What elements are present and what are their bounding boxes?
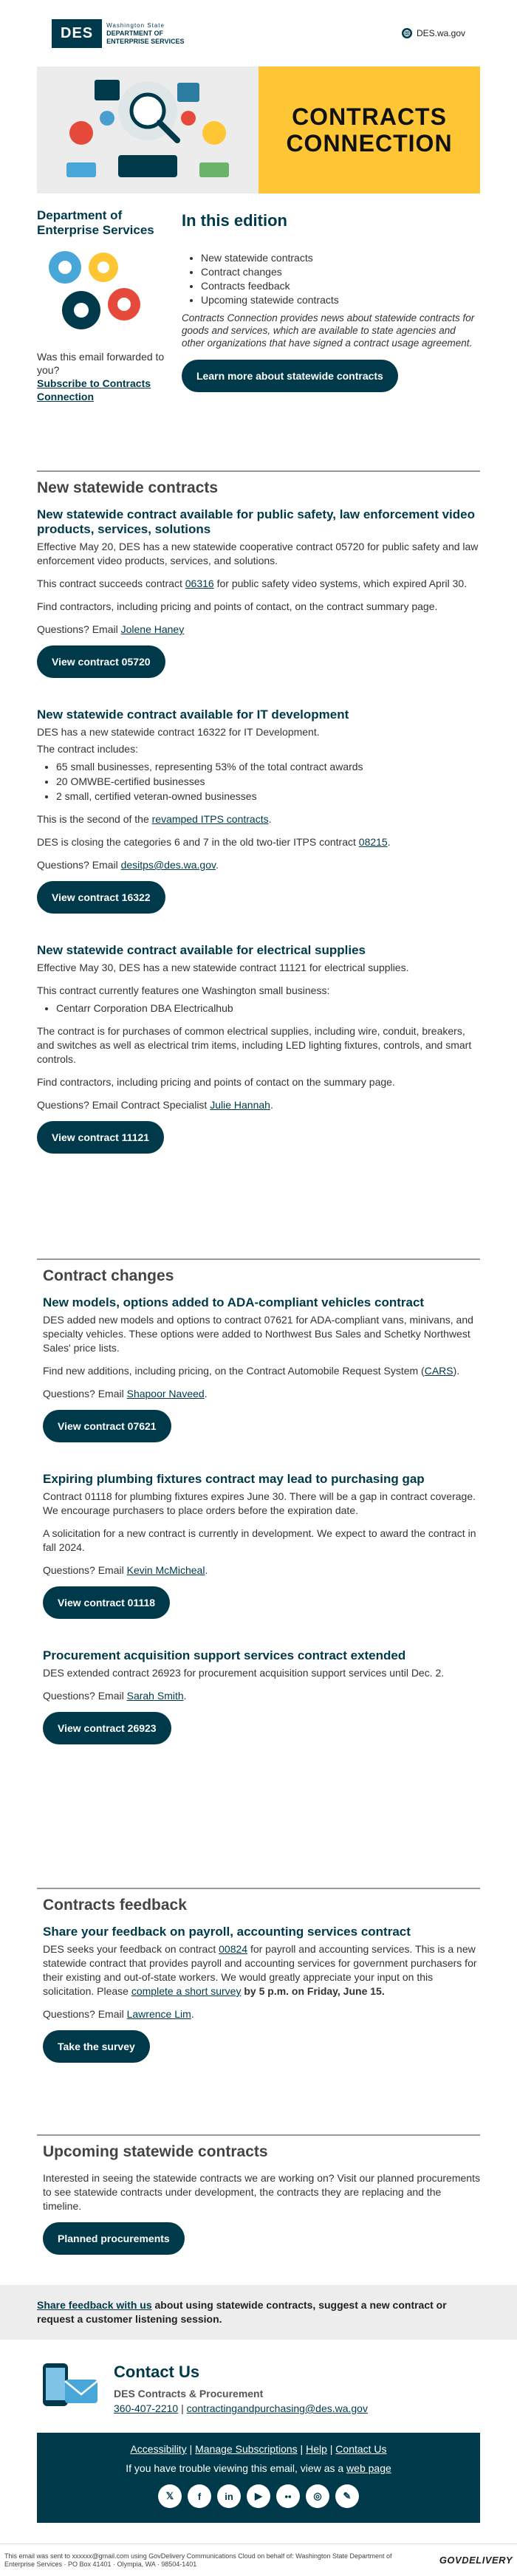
paragraph: The contract is for purchases of common electrical supplies, including wire, conduit, breakers, and switches as well as electrical trim items, including LED lighting fixtures, controls, and smart controls. [37, 1025, 472, 1065]
revamped-itps-link[interactable]: revamped ITPS contracts [151, 813, 269, 825]
article-26923 [43, 1648, 480, 1744]
article-title: New statewide contract available for public safety, law enforcement video products, services, solutions [37, 507, 475, 536]
contract-changes-section [37, 1267, 480, 1888]
list-item: • Upcoming statewide contracts [201, 293, 480, 307]
des-logo[interactable] [52, 19, 185, 48]
hero-title-line2: CONNECTION [286, 130, 453, 157]
hero-title [258, 66, 480, 193]
view-contract-11121-button[interactable]: View contract 11121 [37, 1121, 164, 1154]
questions-line: Questions? Email Shapoor Naveed. [43, 1388, 208, 1400]
section-title: Contract changes [43, 1267, 174, 1284]
email-desitps-link[interactable]: desitps@des.wa.gov [120, 859, 216, 871]
paragraph: A solicitation for a new contract is currently in development. We expect to award the contract in fall 2024. [43, 1527, 476, 1553]
list-item: • 20 OMWBE-certified businesses [56, 774, 480, 789]
article-title: Procurement acquisition support services contract extended [43, 1648, 406, 1662]
divider [37, 1888, 480, 1889]
social-links [37, 2484, 480, 2508]
article-11121 [37, 943, 480, 1154]
globe-icon [402, 28, 412, 38]
contact-org: DES Contracts & Procurement [114, 2388, 264, 2399]
intro-description: Contracts Connection provides news about statewide contracts for goods and services, which are available to state agencies and other organizations that have signed a contract usage agreement. [182, 312, 475, 349]
phone-link[interactable]: 360-407-2210 [114, 2402, 179, 2414]
questions-line: Questions? Email Lawrence Lim. [43, 2008, 194, 2020]
take-survey-button[interactable]: Take the survey [43, 2030, 150, 2063]
email-shapoor-link[interactable]: Shapoor Naveed [126, 1388, 205, 1400]
article-05720 [37, 507, 480, 678]
short-survey-link[interactable]: complete a short survey [131, 1985, 242, 1997]
article-title: Expiring plumbing fixtures contract may lead to purchasing gap [43, 1472, 425, 1486]
twitter-icon[interactable]: 𝕏 [158, 2484, 182, 2508]
contact-section [37, 2340, 480, 2433]
view-contract-01118-button[interactable]: View contract 01118 [43, 1586, 170, 1619]
instagram-icon[interactable]: ◎ [306, 2484, 329, 2508]
hero-illustration [37, 66, 258, 193]
dept-name: Department of Enterprise Services [37, 208, 154, 237]
contract-06316-link[interactable]: 06316 [185, 578, 214, 589]
edition-list [201, 251, 480, 307]
article-16322 [37, 708, 480, 914]
accessibility-link[interactable]: Accessibility [130, 2443, 187, 2455]
email-header [37, 0, 480, 66]
share-feedback-bar: Share feedback with us about using statewide contracts, suggest a new contract or request a customer listening session. [0, 2285, 517, 2340]
questions-line: Questions? Email Kevin McMicheal. [43, 1564, 208, 1576]
new-contracts-section [37, 479, 480, 1258]
govdelivery-logo[interactable]: GOVDELIVERY [439, 2555, 513, 2566]
manage-subscriptions-link[interactable]: Manage Subscriptions [195, 2443, 298, 2455]
questions-line: Questions? Email Jolene Haney [37, 623, 185, 635]
hero-title-line1: CONTRACTS [292, 103, 447, 130]
view-contract-16322-button[interactable]: View contract 16322 [37, 881, 165, 914]
email-footer [37, 2433, 480, 2523]
section-title: Contracts feedback [43, 1897, 187, 1914]
list-item: • Contract changes [201, 265, 480, 279]
paragraph: This is the second of the revamped ITPS contracts. [37, 813, 272, 825]
email-jolene-link[interactable]: Jolene Haney [120, 623, 185, 635]
logo-line1: DEPARTMENT OF [106, 29, 163, 37]
article-01118 [43, 1472, 480, 1619]
list-item: • 2 small, certified veteran-owned businesses [56, 789, 480, 804]
hero-banner [37, 66, 480, 193]
paragraph: This contract succeeds contract 06316 for public safety video systems, which expired April 30. [37, 578, 468, 589]
footer-links: Accessibility | Manage Subscriptions | Help | Contact Us [130, 2443, 387, 2455]
questions-line: Questions? Email Sarah Smith. [43, 1690, 187, 1702]
email-link[interactable]: contractingandpurchasing@des.wa.gov [186, 2402, 368, 2414]
questions-line: Questions? Email Contract Specialist Julie Hannah. [37, 1099, 273, 1111]
contract-00824-link[interactable]: 00824 [219, 1943, 248, 1955]
contract-08215-link[interactable]: 08215 [358, 836, 388, 848]
logo-state: Washington State [106, 21, 165, 29]
view-contract-26923-button[interactable]: View contract 26923 [43, 1712, 171, 1744]
view-contract-05720-button[interactable]: View contract 05720 [37, 645, 165, 678]
contact-title: Contact Us [114, 2363, 200, 2381]
questions-line: Questions? Email desitps@des.wa.gov. [37, 859, 219, 871]
paragraph: Effective May 20, DES has a new statewide cooperative contract 05720 for public safety and law enforcement video products, services, and solutions. [37, 541, 479, 566]
paragraph: Interested in seeing the statewide contracts we are working on? Visit our planned procurements to see statewide contracts under development, the contracts they are replacing and the timeline. [43, 2172, 480, 2212]
email-lawrence-link[interactable]: Lawrence Lim [126, 2008, 191, 2020]
website-link[interactable] [402, 28, 465, 38]
planned-procurements-button[interactable]: Planned procurements [43, 2222, 185, 2255]
intro-section [37, 193, 480, 470]
website-text: DES.wa.gov [416, 28, 465, 38]
paragraph: This contract currently features one Washington small business: [37, 984, 330, 996]
phone-email-icon [37, 2359, 103, 2418]
blog-icon[interactable]: ✎ [335, 2484, 359, 2508]
paragraph: DES seeks your feedback on contract 00824 for payroll and accounting services. This is a new statewide contract that provides payroll and accounting services for government purchasers for their existing and out-of-state workers. We would greatly appreciate your input on this solicitation. Please complete a short survey by 5 p.m. on Friday, June 15. [43, 1943, 477, 1997]
email-julie-link[interactable]: Julie Hannah [210, 1099, 270, 1111]
facebook-icon[interactable]: f [188, 2484, 211, 2508]
paragraph: DES extended contract 26923 for procurement acquisition support services until Dec. 2. [43, 1667, 445, 1679]
paragraph: Contract 01118 for plumbing fixtures expires June 30. There will be a gap in contract coverage. We encourage purchasers to place orders before the expiration date. [43, 1490, 476, 1516]
list-item: • Centarr Corporation DBA Electricalhub [56, 1001, 480, 1015]
flickr-icon[interactable]: •• [276, 2484, 300, 2508]
contracts-feedback-section [37, 1897, 480, 2134]
article-00824 [43, 1925, 480, 2063]
upcoming-section [37, 2143, 480, 2285]
article-title: Share your feedback on payroll, accounting services contract [43, 1925, 411, 1939]
paragraph: Find new additions, including pricing, on the Contract Automobile Request System (CARS). [43, 1365, 460, 1377]
logo-line2: ENTERPRISE SERVICES [106, 37, 185, 45]
section-title: Upcoming statewide contracts [43, 2143, 268, 2160]
contact-us-link[interactable]: Contact Us [335, 2443, 387, 2455]
forward-question: Was this email forwarded to you? [37, 351, 165, 376]
legal-bar [0, 2544, 517, 2576]
article-title: New statewide contract available for IT development [37, 708, 349, 722]
contract-includes-list [56, 759, 480, 804]
view-contract-07621-button[interactable]: View contract 07621 [43, 1410, 171, 1442]
linkedin-icon[interactable]: in [217, 2484, 241, 2508]
youtube-icon[interactable]: ▶ [247, 2484, 270, 2508]
email-sarah-link[interactable]: Sarah Smith [126, 1690, 184, 1702]
paragraph: Find contractors, including pricing and points of contact, on the contract summary page. [37, 600, 438, 612]
list-item: • New statewide contracts [201, 251, 480, 265]
help-link[interactable]: Help [306, 2443, 327, 2455]
paragraph: DES has a new statewide contract 16322 for IT Development. [37, 726, 320, 738]
cars-link[interactable]: CARS [424, 1365, 453, 1377]
trouble-viewing: If you have trouble viewing this email, view as a web page [126, 2462, 391, 2474]
divider [37, 1258, 480, 1260]
gears-icon [37, 245, 155, 338]
paragraph: Effective May 30, DES has a new statewide contract 11121 for electrical supplies. [37, 962, 409, 973]
small-business-list [56, 1001, 480, 1015]
email-kevin-link[interactable]: Kevin McMicheal [126, 1564, 205, 1576]
list-item: • Contracts feedback [201, 279, 480, 293]
article-title: New models, options added to ADA-compliant vehicles contract [43, 1295, 425, 1309]
divider [37, 470, 480, 472]
legal-text: This email was sent to xxxxxx@gmail.com using GovDelivery Communications Cloud on behalf of: Washington State Department of Enterprise Services · PO Box 41401 · Olympia, WA · 98504-1401 [4, 2552, 392, 2568]
logo-abbr: DES [52, 19, 102, 48]
learn-more-button[interactable]: Learn more about statewide contracts [182, 360, 398, 392]
paragraph: Find contractors, including pricing and points of contact on the summary page. [37, 1076, 395, 1088]
article-07621 [43, 1295, 480, 1442]
subscribe-link[interactable]: Subscribe to Contracts Connection [37, 377, 151, 402]
contact-line: 360-407-2210 | contractingandpurchasing@des.wa.gov [114, 2402, 368, 2414]
paragraph: DES is closing the categories 6 and 7 in the old two-tier ITPS contract 08215. [37, 836, 391, 848]
share-feedback-link[interactable]: Share feedback with us [37, 2299, 152, 2311]
paragraph: DES added new models and options to contract 07621 for ADA-compliant vans, minivans, and specialty vehicles. These options were added to Northwest Bus Sales and Schetky Northwest Sales' price lists. [43, 1314, 473, 1354]
divider [37, 2134, 480, 2136]
section-title: New statewide contracts [37, 479, 219, 496]
paragraph: The contract includes: [37, 743, 138, 755]
web-page-link[interactable]: web page [346, 2462, 391, 2474]
article-title: New statewide contract available for electrical supplies [37, 943, 366, 957]
list-item: • 65 small businesses, representing 53% of the total contract awards [56, 759, 480, 774]
edition-title: In this edition [182, 211, 287, 230]
